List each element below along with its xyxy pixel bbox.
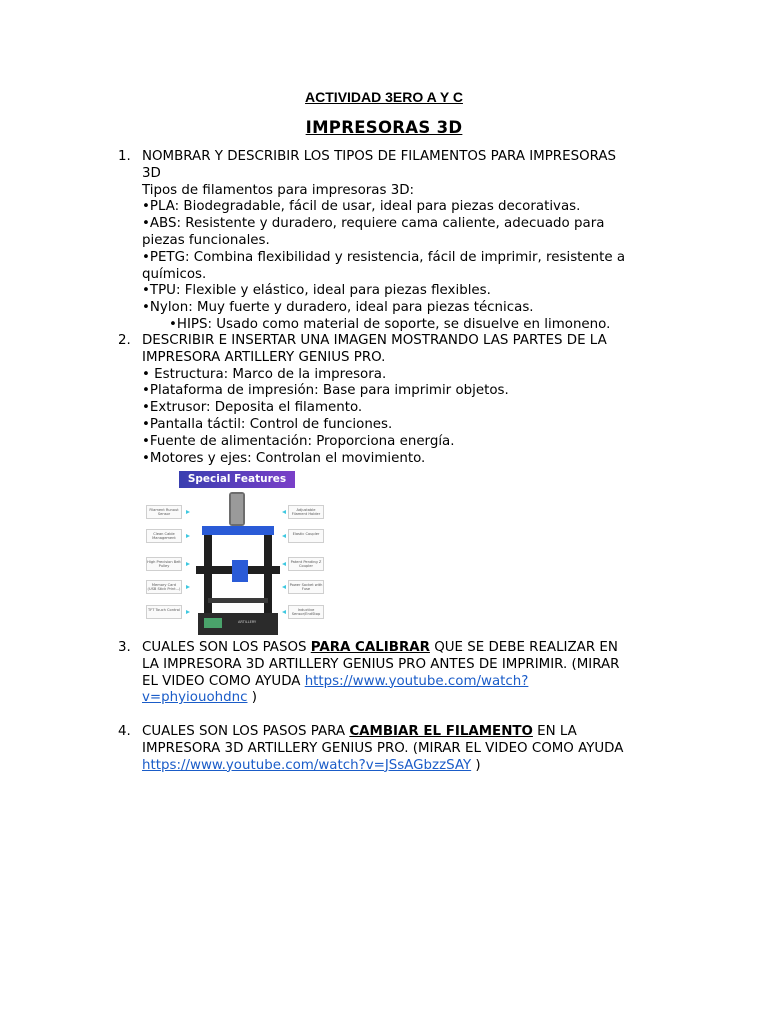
feature-label: Patent Pending Z Coupler <box>288 557 324 571</box>
item1-line: 3D <box>142 165 161 181</box>
item3-line4 <box>142 690 662 707</box>
item3-line1 <box>142 640 662 657</box>
text-run: CUALES SON LOS PASOS PARA <box>142 724 350 739</box>
feature-label: High Precision Belt Pulley <box>146 557 182 571</box>
printer-parts-image <box>142 470 330 638</box>
item4-line3 <box>142 758 662 775</box>
item2-line: •Plataforma de impresión: Base para imprimir objetos. <box>142 383 509 399</box>
print-bed <box>208 598 268 603</box>
item1-line: •Nylon: Muy fuerte y duradero, ideal para piezas técnicas. <box>142 300 534 316</box>
list-number: 1. <box>118 149 131 164</box>
emphasis-text: PARA CALIBRAR <box>310 640 430 655</box>
document-title: IMPRESORAS 3D <box>305 118 463 137</box>
youtube-link-calibrate[interactable]: https://www.youtube.com/watch? <box>304 673 529 689</box>
feature-label: Memory Card (USB Stick Print...) <box>146 580 182 594</box>
feature-label: Clean Cable Management <box>146 529 182 543</box>
item4-line2: IMPRESORA 3D ARTILLERY GENIUS PRO. (MIRAR EL VIDEO COMO AYUDA <box>142 740 624 756</box>
item1-line: •HIPS: Usado como material de soporte, se disuelve en limoneno. <box>169 316 611 332</box>
list-item-body <box>142 640 662 707</box>
text-run: ) <box>471 757 481 773</box>
frame-top-bar <box>202 526 274 535</box>
item2-line: DESCRIBIR E INSERTAR UNA IMAGEN MOSTRANDO LAS PARTES DE LA <box>142 333 607 348</box>
item1-line: •PETG: Combina flexibilidad y resistencia, fácil de imprimir, resistente a <box>142 249 626 265</box>
item2-line: •Pantalla táctil: Control de funciones. <box>142 416 393 432</box>
touch-screen <box>204 618 222 628</box>
special-features-banner: Special Features <box>179 471 295 488</box>
item1-line: •PLA: Biodegradable, fácil de usar, ideal para piezas decorativas. <box>142 199 581 215</box>
printer-brand-label: ARTILLERY <box>238 620 257 624</box>
feature-label: Inductive Sensor/EndStop <box>288 605 324 619</box>
callout-arrows-right <box>282 510 286 614</box>
filament-spool-core <box>231 494 243 524</box>
callout-arrows-left <box>186 510 190 614</box>
feature-label: Adjustable Filament Holder <box>288 505 324 519</box>
item1-line: NOMBRAR Y DESCRIBIR LOS TIPOS DE FILAMENTOS PARA IMPRESORAS <box>142 149 617 164</box>
list-item-body <box>142 333 662 467</box>
youtube-link-filament[interactable]: https://www.youtube.com/watch?v=JSsAGbzzSAY <box>142 757 472 773</box>
text-run: QUE SE DEBE REALIZAR EN <box>429 640 618 655</box>
item2-line: •Extrusor: Deposita el filamento. <box>142 400 363 416</box>
feature-label: TFT Touch Control <box>146 605 182 619</box>
extruder-head <box>232 560 248 582</box>
text-run: EN LA <box>532 724 577 739</box>
item2-line: •Fuente de alimentación: Proporciona energía. <box>142 433 455 449</box>
item3-line2: LA IMPRESORA 3D ARTILLERY GENIUS PRO ANTES DE IMPRIMIR. (MIRAR <box>142 656 620 672</box>
list-number: 3. <box>118 640 131 655</box>
feature-label: Elastic Coupler <box>288 529 324 543</box>
item2-line: •Motores y ejes: Controlan el movimiento. <box>142 450 426 466</box>
text-run: ) <box>247 690 257 706</box>
item1-line: Tipos de filamentos para impresoras 3D: <box>142 182 415 198</box>
item1-line: químicos. <box>142 266 207 282</box>
feature-label: Power Socket with Fuse <box>288 580 324 594</box>
item1-line: •ABS: Resistente y duradero, requiere cama caliente, adecuado para <box>142 216 605 232</box>
list-item-body <box>142 149 662 334</box>
emphasis-text: CAMBIAR EL FILAMENTO <box>349 724 533 739</box>
list-number: 2. <box>118 333 131 348</box>
item1-line: piezas funcionales. <box>142 232 270 248</box>
text-run: CUALES SON LOS PASOS <box>142 640 311 655</box>
item3-line3 <box>142 674 662 691</box>
list-item-body <box>142 724 662 774</box>
activity-subtitle: ACTIVIDAD 3ERO A Y C <box>305 89 463 105</box>
feature-label: Filament Runout Sensor <box>146 505 182 519</box>
item2-line: IMPRESORA ARTILLERY GENIUS PRO. <box>142 349 386 365</box>
text-run: EL VIDEO COMO AYUDA <box>142 673 305 689</box>
item1-line: •TPU: Flexible y elástico, ideal para piezas flexibles. <box>142 283 491 299</box>
youtube-link-calibrate-cont[interactable]: v=phyiouohdnc <box>142 690 248 706</box>
item2-line: • Estructura: Marco de la impresora. <box>142 366 387 382</box>
list-number: 4. <box>118 724 131 739</box>
item4-line1 <box>142 724 662 741</box>
